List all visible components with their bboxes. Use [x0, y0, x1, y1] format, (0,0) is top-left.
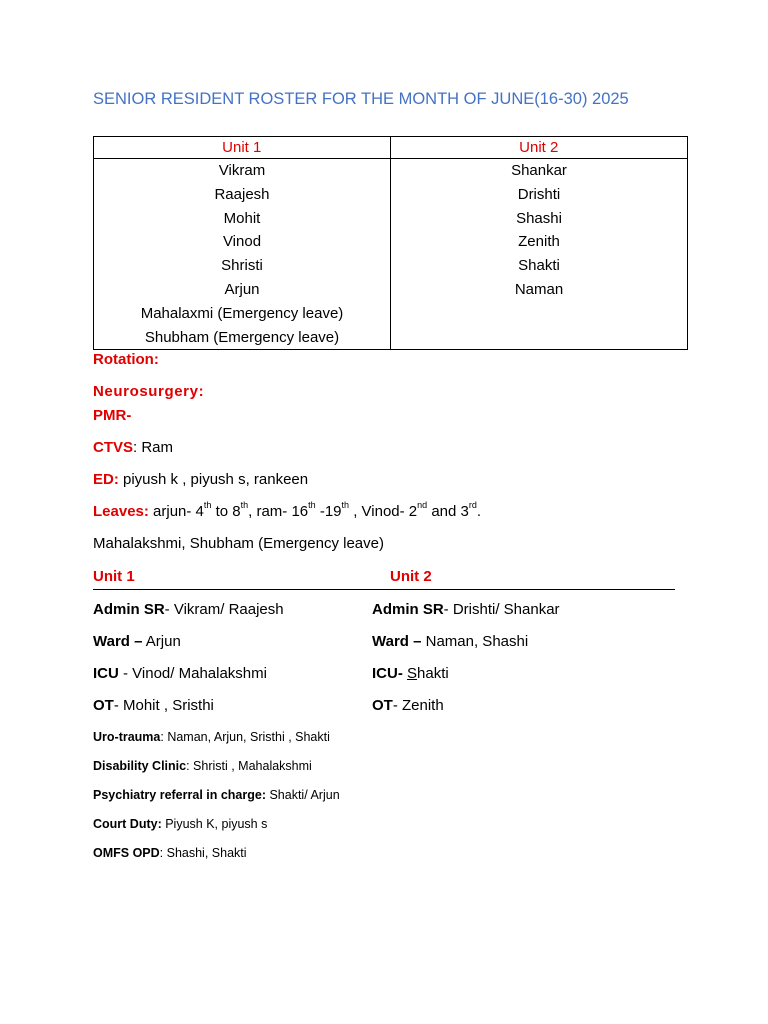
unit2-header: Unit 2: [519, 139, 559, 156]
table-cell: Arjun: [224, 280, 260, 298]
table-cell: Drishti: [517, 185, 561, 203]
table-cell: Vinod: [222, 233, 262, 251]
leaves-text: arjun- 4: [148, 503, 204, 520]
admin-sr-unit2: [372, 601, 560, 618]
unit2-heading: Unit 2: [390, 568, 432, 585]
table-cell: Mohit: [223, 209, 261, 227]
ctvs-value: : Ram: [133, 439, 174, 456]
leaves-line: [93, 500, 482, 520]
assignment-label: ICU: [93, 665, 119, 682]
leaves-sup: th: [240, 500, 249, 510]
ot-unit1: [93, 697, 214, 714]
leaves-text: , ram- 16: [248, 503, 309, 520]
table-cell: Shubham (Emergency leave): [144, 328, 340, 346]
assignment-value: - Drishti/ Shankar: [443, 601, 560, 618]
assignment-value: Naman, Shashi: [421, 633, 529, 650]
assignment-label: Ward –: [372, 633, 422, 650]
extra-label: Uro-trauma: [93, 730, 161, 744]
ed-value: piyush k , piyush s, rankeen: [118, 471, 309, 488]
table-cell: Shankar: [511, 162, 567, 179]
assignment-value: - Mohit , Sristhi: [113, 697, 214, 714]
assignment-value: - Vikram/ Raajesh: [164, 601, 284, 618]
leaves-text: -19: [315, 503, 342, 520]
extra-value: Piyush K, piyush s: [161, 817, 268, 831]
table-cell: Shakti: [518, 257, 560, 275]
leaves-text: .: [476, 503, 482, 520]
assignment-label: Ward –: [93, 633, 143, 650]
pmr-label: PMR-: [93, 407, 132, 424]
assignment-label: OT: [93, 697, 114, 714]
assignment-value: - Vinod/ Mahalakshmi: [118, 665, 267, 682]
table-cell: Shashi: [516, 209, 562, 227]
unit1-heading: Unit 1: [93, 568, 135, 585]
leaves-sup: th: [203, 500, 212, 510]
ot-unit2: [372, 697, 444, 714]
emergency-leave-line: Mahalakshmi, Shubham (Emergency leave): [93, 535, 384, 552]
unit1-header: Unit 1: [94, 137, 391, 159]
extra-value: : Shashi, Shakti: [159, 846, 247, 860]
assignment-label: Admin SR: [93, 601, 165, 618]
ctvs-line: [93, 439, 173, 456]
table-cell: Zenith: [518, 233, 560, 251]
table-cell: Vikram: [218, 162, 266, 179]
extra-value: Shakti/ Arjun: [266, 788, 340, 802]
leaves-sup: th: [341, 500, 350, 510]
roster-table: [93, 136, 688, 350]
table-cell: Mahalaxmi (Emergency leave): [140, 304, 344, 322]
icu-unit1: [93, 665, 267, 682]
assignment-label: Admin SR: [372, 601, 444, 618]
unit2-column: [391, 159, 687, 302]
assignment-label: ICU: [372, 665, 398, 682]
assignment-label: -: [397, 665, 408, 682]
leaves-sup: rd: [468, 500, 477, 510]
assignment-value: S: [407, 665, 418, 682]
extra-label: Court Duty:: [93, 817, 162, 831]
ctvs-label: CTVS: [93, 439, 134, 456]
table-cell: Raajesh: [214, 185, 270, 203]
icu-unit2: [372, 665, 449, 682]
omfs-opd-line: [93, 846, 247, 860]
leaves-text: , Vinod- 2: [349, 503, 418, 520]
table-cell: Naman: [514, 280, 564, 298]
leaves-text: and 3: [427, 503, 469, 520]
extra-value: : Shristi , Mahalakshmi: [186, 759, 312, 773]
court-duty-line: [93, 817, 267, 831]
extra-label: Disability Clinic: [93, 759, 187, 773]
assignment-value: Arjun: [142, 633, 181, 650]
ward-unit2: [372, 633, 528, 650]
assignment-label: OT: [372, 697, 393, 714]
leaves-sup: nd: [417, 500, 428, 510]
ward-unit1: [93, 633, 181, 650]
assignment-value: - Zenith: [392, 697, 444, 714]
unit1-column: [94, 159, 390, 349]
assignment-value: hakti: [417, 665, 449, 682]
extra-label: OMFS OPD: [93, 846, 160, 860]
page-title: SENIOR RESIDENT ROSTER FOR THE MONTH OF JUNE(16-30) 2025: [93, 90, 629, 108]
extra-label: Psychiatry referral in charge:: [93, 788, 266, 802]
psychiatry-line: [93, 788, 340, 802]
ed-label: ED:: [93, 471, 119, 488]
table-cell: Shristi: [221, 257, 263, 275]
urotrauma-line: [93, 730, 330, 744]
disability-clinic-line: [93, 759, 312, 773]
leaves-label: Leaves:: [93, 503, 149, 520]
leaves-text: to 8: [211, 503, 241, 520]
ed-line: [93, 471, 308, 488]
neurosurgery-label: Neurosurgery:: [93, 383, 205, 400]
admin-sr-unit1: [93, 601, 284, 618]
rotation-label: Rotation:: [93, 351, 159, 368]
extra-value: : Naman, Arjun, Sristhi , Shakti: [160, 730, 330, 744]
units-heading-row: [93, 568, 675, 590]
leaves-sup: th: [308, 500, 316, 510]
